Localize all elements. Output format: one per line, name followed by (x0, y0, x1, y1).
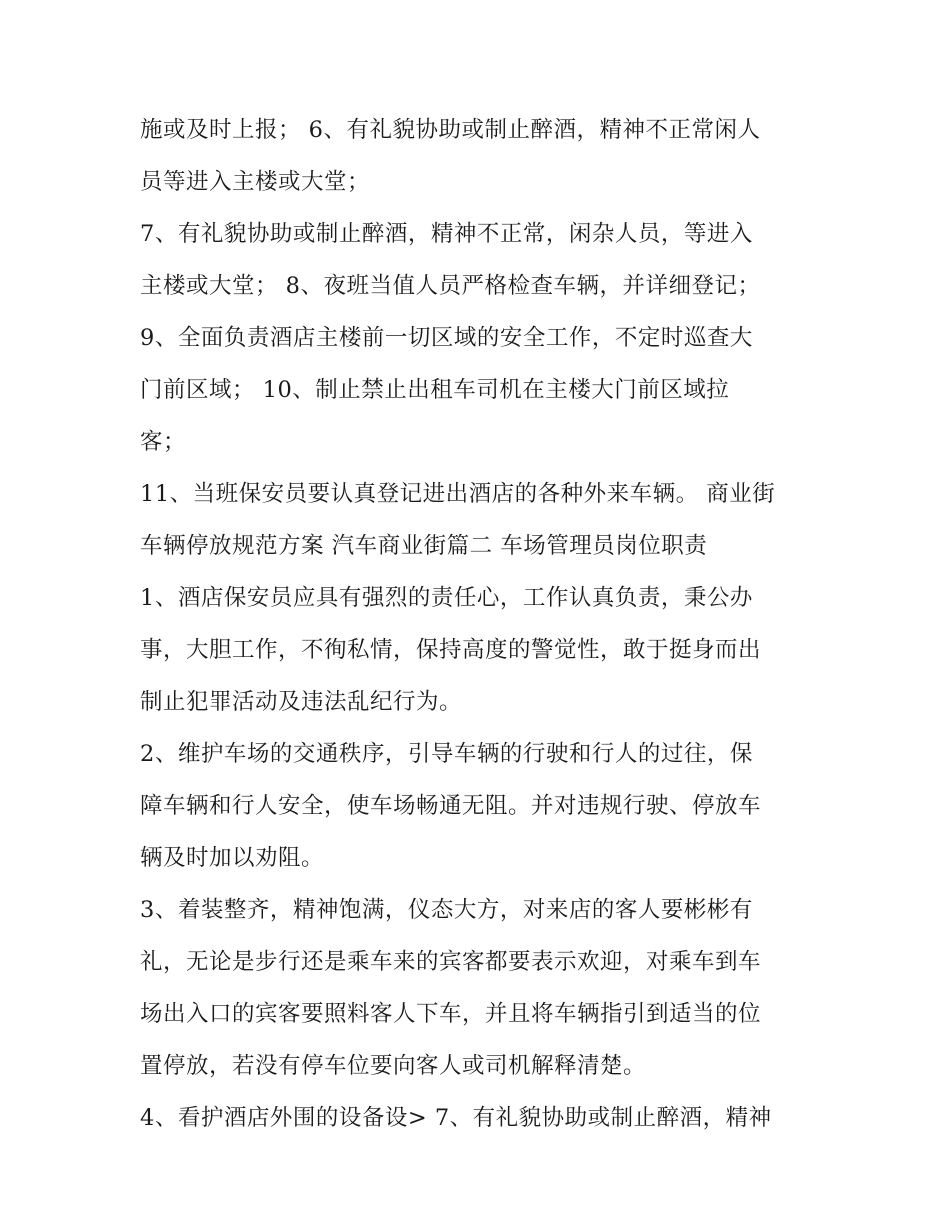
text-line: 场出入口的宾客要照料客人下车，并且将车辆指引到适当的位 (140, 1001, 762, 1027)
text-line: 4、看护酒店外围的设备设> 7、有礼貌协助或制止醉酒，精神 (140, 1105, 772, 1131)
text-line: 施或及时上报； 6、有礼貌协助或制止醉酒，精神不正常闲人 (140, 117, 761, 143)
text-line: 事，大胆工作，不徇私情，保持高度的警觉性，敢于挺身而出 (140, 637, 762, 663)
text-line: 员等进入主楼或大堂； (140, 169, 371, 195)
text-line: 障车辆和行人安全，使车场畅通无阻。并对违规行驶、停放车 (140, 793, 762, 819)
text-line: 礼，无论是步行还是乘车来的宾客都要表示欢迎，对乘车到车 (140, 949, 762, 975)
text-line: 主楼或大堂； 8、夜班当值人员严格检查车辆，并详细登记； (140, 273, 761, 299)
text-line: 1、酒店保安员应具有强烈的责任心，工作认真负责，秉公办 (140, 585, 753, 611)
text-line: 制止犯罪活动及违法乱纪行为。 (140, 689, 463, 715)
text-line: 9、全面负责酒店主楼前一切区域的安全工作，不定时巡查大 (140, 325, 753, 351)
text-line: 客； (140, 429, 187, 455)
text-line: 置停放，若没有停车位要向客人或司机解释清楚。 (140, 1053, 647, 1079)
document-body (140, 104, 830, 1144)
text-line: 辆及时加以劝阻。 (140, 845, 325, 871)
text-line: 门前区域； 10、制止禁止出租车司机在主楼大门前区域拉 (140, 377, 730, 403)
text-line: 11、当班保安员要认真登记进出酒店的各种外来车辆。 商业街 (140, 481, 776, 507)
text-line: 2、维护车场的交通秩序，引导车辆的行驶和行人的过往，保 (140, 741, 753, 767)
text-line: 7、有礼貌协助或制止醉酒，精神不正常，闲杂人员，等进入 (140, 221, 753, 247)
text-line: 3、着装整齐，精神饱满，仪态大方，对来店的客人要彬彬有 (140, 897, 753, 923)
text-line: 车辆停放规范方案 汽车商业街篇二 车场管理员岗位职责 (140, 533, 708, 559)
